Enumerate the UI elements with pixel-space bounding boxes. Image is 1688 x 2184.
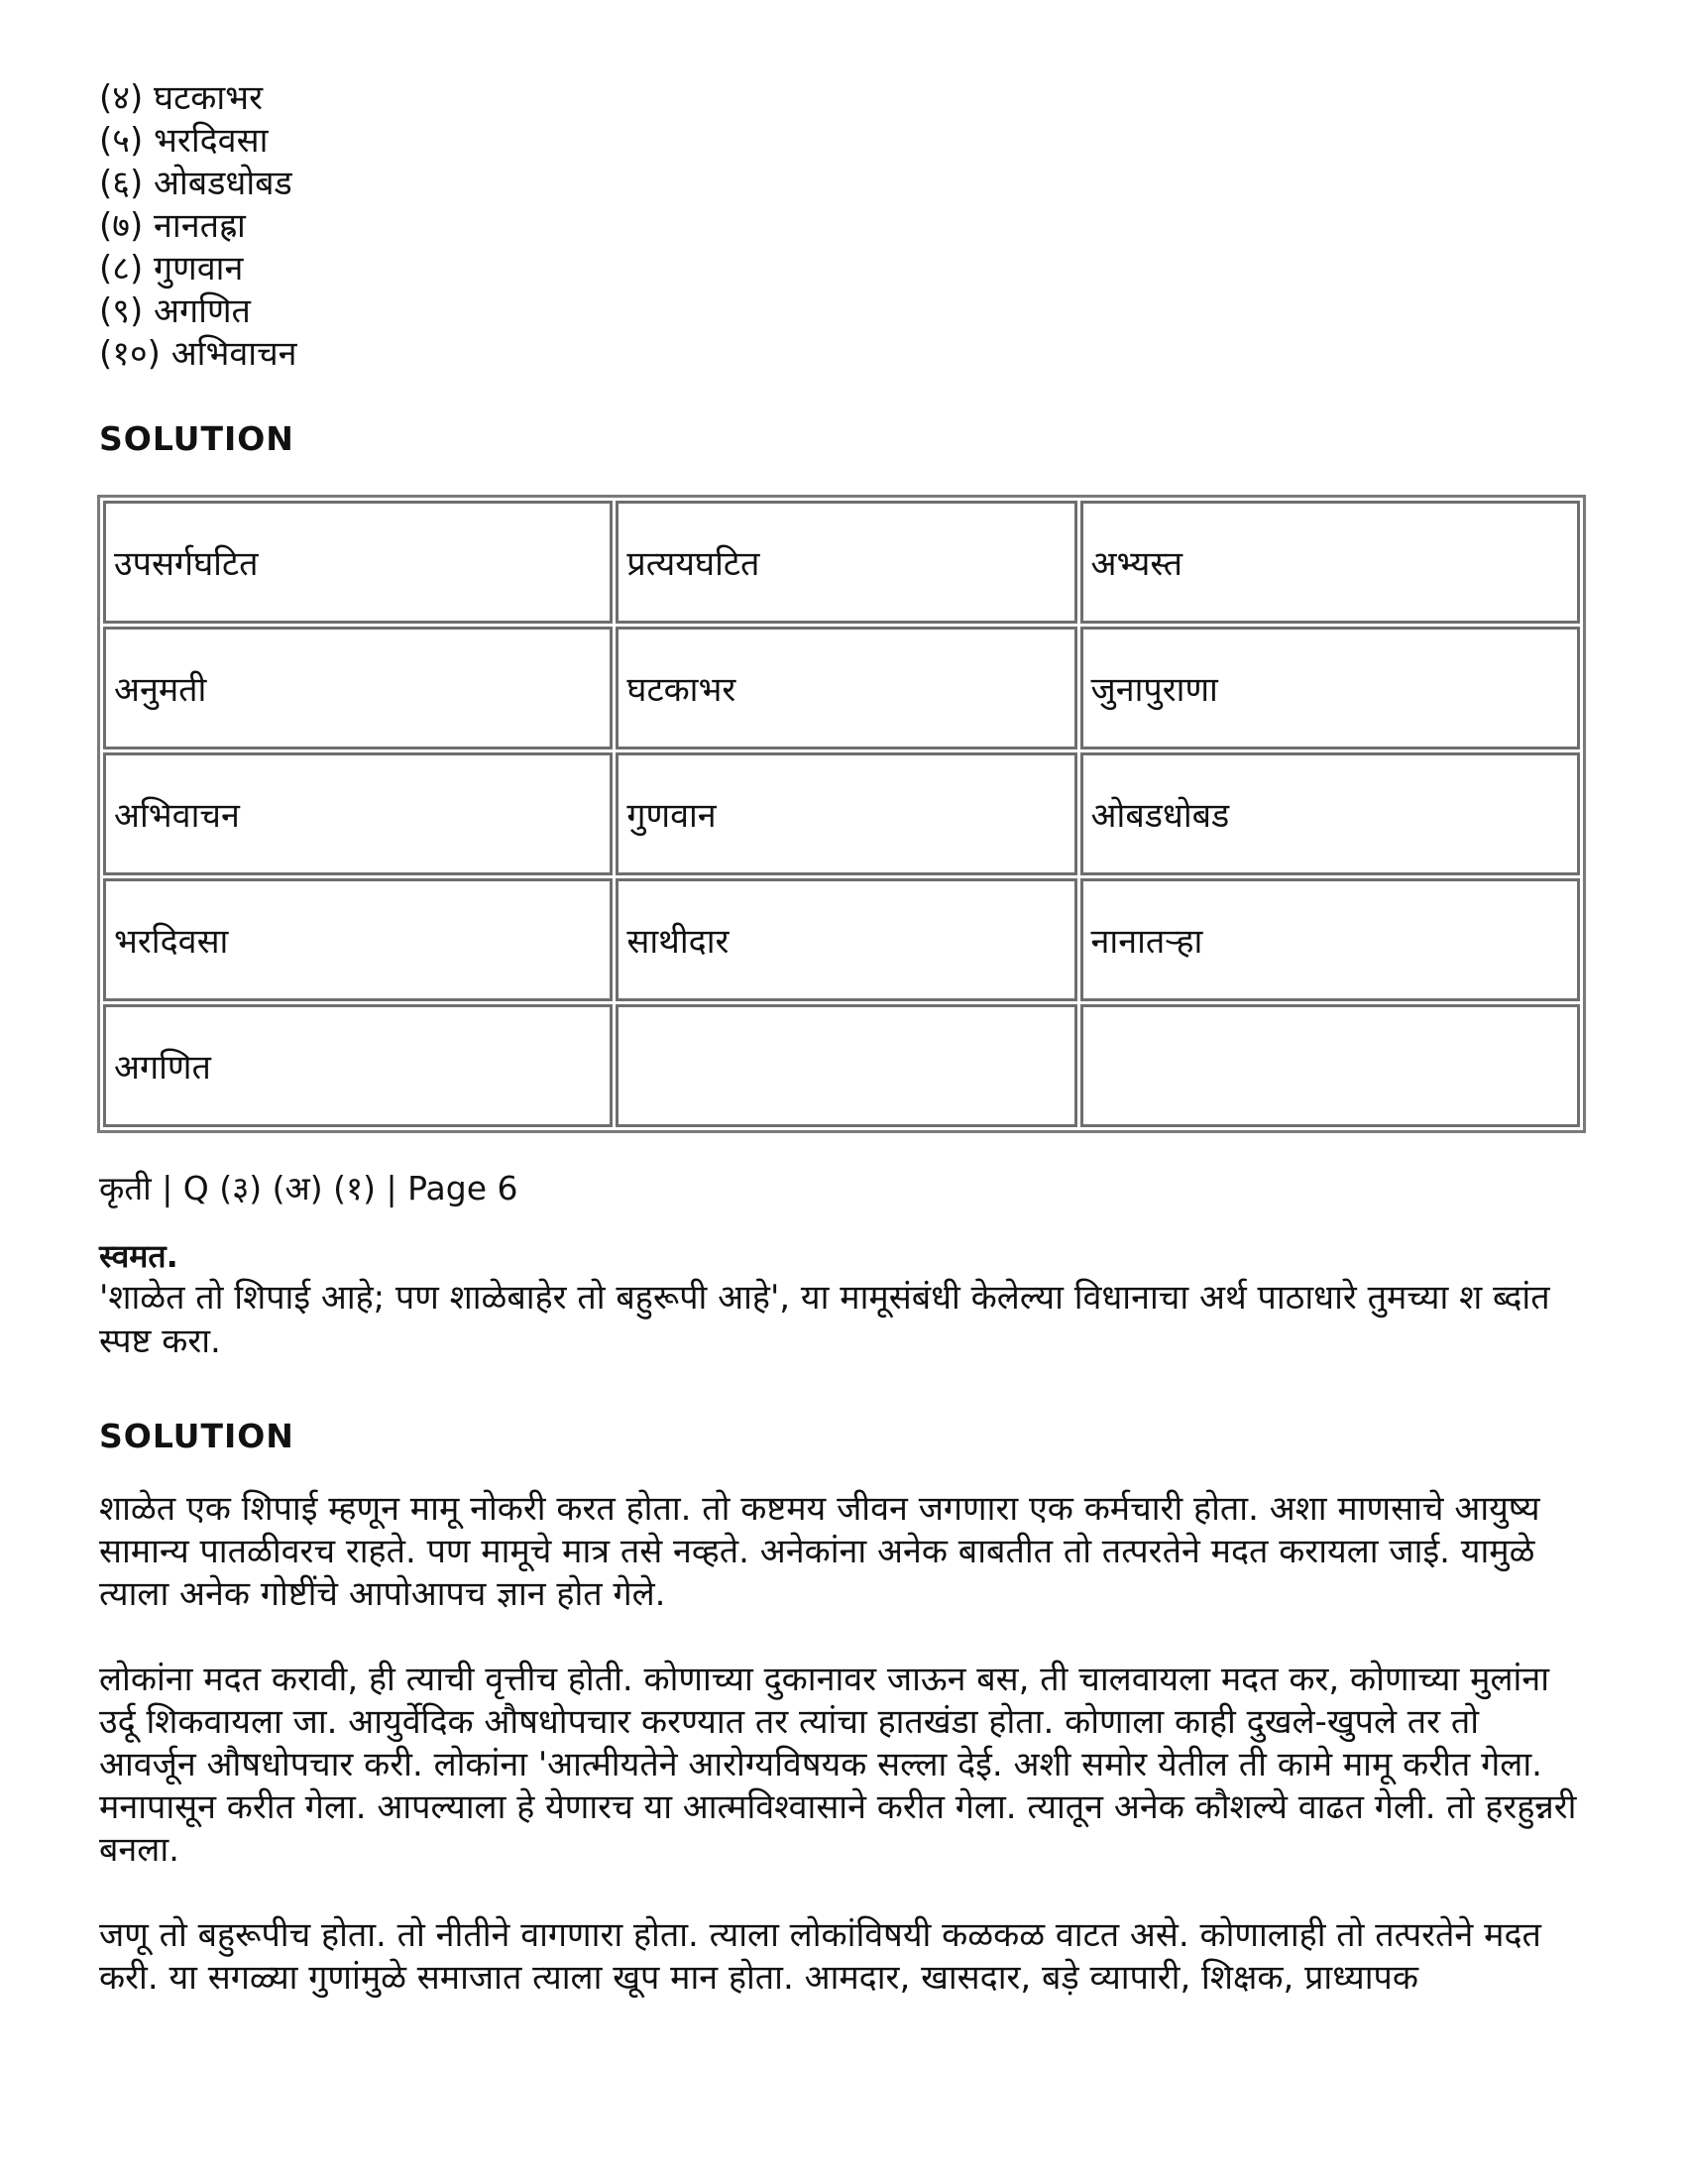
table-cell: गुणवान (616, 752, 1076, 875)
page-reference: कृती | Q (३) (अ) (१) | Page 6 (99, 1169, 518, 1207)
table-cell: अभिवाचन (103, 752, 613, 875)
table-row (103, 627, 1580, 749)
answer-table (97, 495, 1586, 1133)
table-cell: साथीदार (616, 878, 1076, 1001)
list-item: (१०) अभिवाचन (99, 334, 297, 374)
list-item: (७) नानतह्रा (99, 206, 246, 246)
table-row (103, 878, 1580, 1001)
list-item: (९) अगणित (99, 291, 251, 331)
table-header-cell: उपसर्गघटित (103, 501, 613, 624)
answer-paragraph: जणू तो बहुरूपीच होता. तो नीतीने वागणारा होता. त्याला लोकांविषयी कळकळ वाटत असे. कोणालाही तो तत्परतेने मदत करी. या सगळ्या गुणांमुळे समाजात त्याला खूप मान होता. आमदार, खासदार, बड़े व्यापारी, शिक्षक, प्राध्यापक (99, 1915, 1541, 1998)
list-item: (६) ओबडधोबड (99, 164, 292, 203)
list-item: (४) घटकाभर (99, 78, 263, 118)
table-header-row (103, 501, 1580, 624)
question-text: 'शाळेत तो शिपाई आहे; पण शाळेबाहेर तो बहुरूपी आहे', या मामूसंबंधी केलेल्या विधानाचा अर्थ पाठाधारे तुमच्या श ब्दांत स्पष्ट करा. (99, 1278, 1550, 1361)
section-heading: स्वमत. (99, 1237, 178, 1275)
table-header-cell: प्रत्ययघटित (616, 501, 1076, 624)
table-cell: जुनापुराणा (1080, 627, 1580, 749)
table-cell: घटकाभर (616, 627, 1076, 749)
table-row (103, 752, 1580, 875)
table-row (103, 1004, 1580, 1127)
list-item: (८) गुणवान (99, 249, 244, 288)
solution-heading: SOLUTION (99, 419, 294, 458)
table-cell: अनुमती (103, 627, 613, 749)
answer-paragraph: लोकांना मदत करावी, ही त्याची वृत्तीच होती. कोणाच्या दुकानावर जाऊन बस, ती चालवायला मदत कर, कोणाच्या मुलांना उर्दू शिकवायला जा. आयुर्वेदिक औषधोपचार करण्यात तर त्यांचा हातखंडा होता. कोणाला काही दुखले-खुपले तर तो आवर्जून औषधोपचार करी. लोकांना 'आत्मीयतेने आरोग्यविषयक सल्ला देई. अशी समोर येतील ती कामे मामू करीत गेला. मनापासून करीत गेला. आपल्याला हे येणारच या आत्मविश्वासाने करीत गेला. त्यातून अनेक कौशल्ये वाढत गेली. तो हरहुन्नरी बनला. (99, 1660, 1577, 1870)
table-cell (1080, 1004, 1580, 1127)
table-cell: अगणित (103, 1004, 613, 1127)
table-cell: भरदिवसा (103, 878, 613, 1001)
word-list (99, 77, 1586, 376)
table-cell: नानातऱ्हा (1080, 878, 1580, 1001)
document-page (99, 77, 1586, 2000)
table-header-cell: अभ्यस्त (1080, 501, 1580, 624)
answer-paragraph: शाळेत एक शिपाई म्हणून मामू नोकरी करत होता. तो कष्टमय जीवन जगणारा एक कर्मचारी होता. अशा माणसाचे आयुष्य सामान्य पातळीवरच राहते. पण मामूचे मात्र तसे नव्हते. अनेकांना अनेक बाबतीत तो तत्परतेने मदत करायला जाई. यामुळे त्याला अनेक गोष्टींचे आपोआपच ज्ञान होत गेले. (99, 1489, 1540, 1614)
list-item: (५) भरदिवसा (99, 121, 269, 161)
table-cell (616, 1004, 1076, 1127)
solution-heading: SOLUTION (99, 1417, 294, 1455)
table-cell: ओबडधोबड (1080, 752, 1580, 875)
